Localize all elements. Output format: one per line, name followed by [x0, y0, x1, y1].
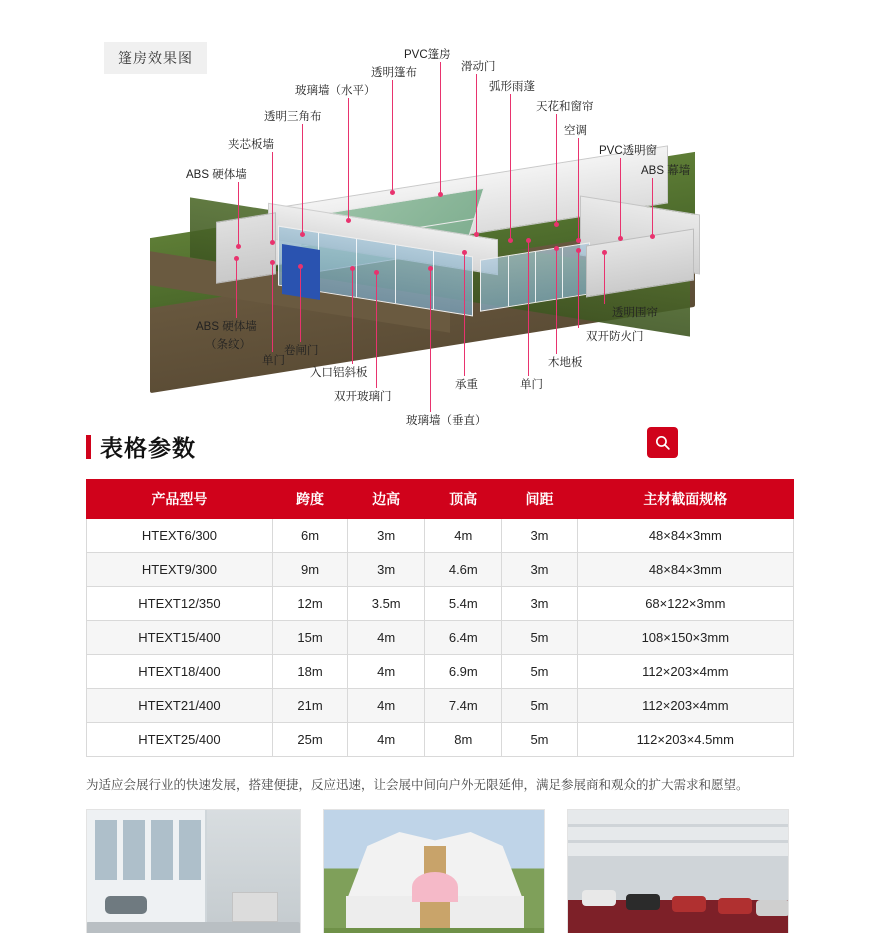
diagram-label: PVC透明窗	[599, 145, 658, 157]
cell-span: 18m	[272, 655, 347, 689]
cell-spacing: 3m	[502, 553, 577, 587]
cell-profile: 48×84×3mm	[577, 519, 793, 553]
leader-line	[440, 62, 441, 194]
col-header-sidehigh: 边高	[348, 480, 425, 519]
cell-spacing: 5m	[502, 689, 577, 723]
cell-profile: 108×150×3mm	[577, 621, 793, 655]
diagram-label: 双开防火门	[586, 331, 644, 343]
callout-dot	[234, 256, 239, 261]
cell-span: 21m	[272, 689, 347, 723]
callout-dot	[390, 190, 395, 195]
photo-auto-show-interior	[567, 809, 789, 933]
diagram-label: 弧形雨蓬	[489, 81, 535, 93]
spec-table	[86, 479, 794, 757]
description-note: 为适应会展行业的快速发展，搭建便捷，反应迅速，让会展中间向户外无限延伸，满足参展商和观众的扩大需求和愿望。	[86, 778, 749, 792]
cell-sidehigh: 4m	[348, 723, 425, 757]
callout-dot	[526, 238, 531, 243]
callout-dot	[298, 264, 303, 269]
callout-dot	[508, 238, 513, 243]
search-icon[interactable]	[647, 427, 678, 458]
callout-dot	[576, 248, 581, 253]
leader-line	[620, 158, 621, 238]
table-row	[87, 553, 794, 587]
tent-diagram	[0, 0, 880, 430]
callout-dot	[602, 250, 607, 255]
col-header-tophigh: 顶高	[425, 480, 502, 519]
table-header-row	[87, 480, 794, 519]
cell-span: 12m	[272, 587, 347, 621]
cell-span: 6m	[272, 519, 347, 553]
cell-span: 15m	[272, 621, 347, 655]
leader-line	[348, 98, 349, 220]
callout-dot	[374, 270, 379, 275]
diagram-label: 玻璃墙（垂直）	[406, 415, 487, 427]
leader-line	[464, 252, 465, 376]
cell-tophigh: 8m	[425, 723, 502, 757]
cell-profile: 68×122×3mm	[577, 587, 793, 621]
diagram-label: 卷闸门	[284, 345, 319, 357]
callout-dot	[618, 236, 623, 241]
diagram-label: 承重	[455, 379, 478, 391]
callout-dot	[350, 266, 355, 271]
cell-sidehigh: 3.5m	[348, 587, 425, 621]
leader-line	[652, 178, 653, 236]
cell-sidehigh: 4m	[348, 655, 425, 689]
cell-model: HTEXT21/400	[87, 689, 273, 723]
diagram-label: 滑动门	[461, 61, 496, 73]
callout-dot	[346, 218, 351, 223]
cell-span: 9m	[272, 553, 347, 587]
cell-sidehigh: 4m	[348, 621, 425, 655]
callout-dot	[270, 260, 275, 265]
callout-dot	[428, 266, 433, 271]
callout-dot	[474, 232, 479, 237]
diagram-label: 天花和窗帘	[536, 101, 594, 113]
leader-line	[236, 258, 237, 318]
cell-tophigh: 7.4m	[425, 689, 502, 723]
leader-line	[556, 248, 557, 354]
cell-sidehigh: 3m	[348, 553, 425, 587]
table-row	[87, 519, 794, 553]
cell-spacing: 5m	[502, 621, 577, 655]
diagram-label: 透明三角布	[264, 111, 322, 123]
table-row	[87, 689, 794, 723]
callout-dot	[462, 250, 467, 255]
cell-model: HTEXT18/400	[87, 655, 273, 689]
cell-sidehigh: 3m	[348, 519, 425, 553]
photo-tent-exterior-glass	[86, 809, 301, 933]
cell-span: 25m	[272, 723, 347, 757]
table-row	[87, 621, 794, 655]
tent-wall-left	[216, 212, 276, 284]
cell-tophigh: 4m	[425, 519, 502, 553]
diagram-label: 玻璃墙（水平）	[295, 85, 376, 97]
diagram-label: （条纹）	[205, 339, 251, 351]
cell-tophigh: 6.9m	[425, 655, 502, 689]
diagram-label: 入口铝斜板	[310, 367, 368, 379]
leader-line	[302, 124, 303, 234]
cell-profile: 112×203×4mm	[577, 655, 793, 689]
section-header	[86, 430, 794, 463]
cell-spacing: 3m	[502, 519, 577, 553]
diagram-label: 夹芯板墙	[228, 139, 274, 151]
cell-spacing: 5m	[502, 655, 577, 689]
cell-spacing: 5m	[502, 723, 577, 757]
table-row	[87, 723, 794, 757]
diagram-label: 双开玻璃门	[334, 391, 392, 403]
leader-line	[272, 262, 273, 352]
cell-model: HTEXT12/350	[87, 587, 273, 621]
leader-line	[392, 80, 393, 192]
leader-line	[476, 74, 477, 234]
diagram-label: ABS 硬体墙	[196, 321, 257, 333]
callout-dot	[650, 234, 655, 239]
diagram-label: 透明围帘	[612, 307, 658, 319]
callout-dot	[236, 244, 241, 249]
cell-profile: 112×203×4.5mm	[577, 723, 793, 757]
col-header-spacing: 间距	[502, 480, 577, 519]
cell-model: HTEXT6/300	[87, 519, 273, 553]
leader-line	[272, 152, 273, 242]
leader-line	[300, 266, 301, 342]
cell-model: HTEXT9/300	[87, 553, 273, 587]
table-row	[87, 655, 794, 689]
section-accent-bar	[86, 435, 91, 459]
diagram-label: 木地板	[548, 357, 583, 369]
callout-dot	[270, 240, 275, 245]
leader-line	[556, 114, 557, 224]
diagram-badge: 篷房效果图	[104, 42, 207, 74]
callout-dot	[300, 232, 305, 237]
leader-line	[510, 94, 511, 240]
diagram-label: ABS 幕墙	[641, 165, 691, 177]
col-header-profile: 主材截面规格	[577, 480, 793, 519]
photo-gallery	[86, 809, 794, 933]
cell-profile: 48×84×3mm	[577, 553, 793, 587]
leader-line	[430, 268, 431, 412]
callout-dot	[554, 246, 559, 251]
callout-dot	[576, 238, 581, 243]
cell-tophigh: 6.4m	[425, 621, 502, 655]
cell-tophigh: 5.4m	[425, 587, 502, 621]
spec-section	[0, 430, 880, 757]
cell-spacing: 3m	[502, 587, 577, 621]
cell-sidehigh: 4m	[348, 689, 425, 723]
callout-dot	[554, 222, 559, 227]
diagram-label: ABS 硬体墙	[186, 169, 247, 181]
leader-line	[238, 182, 239, 246]
cell-model: HTEXT25/400	[87, 723, 273, 757]
diagram-label: 透明篷布	[371, 67, 417, 79]
callout-dot	[438, 192, 443, 197]
col-header-span: 跨度	[272, 480, 347, 519]
leader-line	[578, 138, 579, 240]
diagram-label: 单门	[520, 379, 543, 391]
leader-line	[578, 250, 579, 328]
photo-wedding-tent	[323, 809, 545, 933]
leader-line	[604, 252, 605, 304]
col-header-model: 产品型号	[87, 480, 273, 519]
cell-model: HTEXT15/400	[87, 621, 273, 655]
diagram-label: 单门	[262, 355, 285, 367]
tent-blue-panel	[282, 244, 320, 300]
leader-line	[376, 272, 377, 388]
leader-line	[528, 240, 529, 376]
leader-line	[352, 268, 353, 364]
cell-profile: 112×203×4mm	[577, 689, 793, 723]
page-title: 表格参数	[100, 435, 196, 461]
diagram-label: PVC篷房	[404, 49, 451, 61]
diagram-label: 空调	[564, 125, 587, 137]
cell-tophigh: 4.6m	[425, 553, 502, 587]
table-row	[87, 587, 794, 621]
